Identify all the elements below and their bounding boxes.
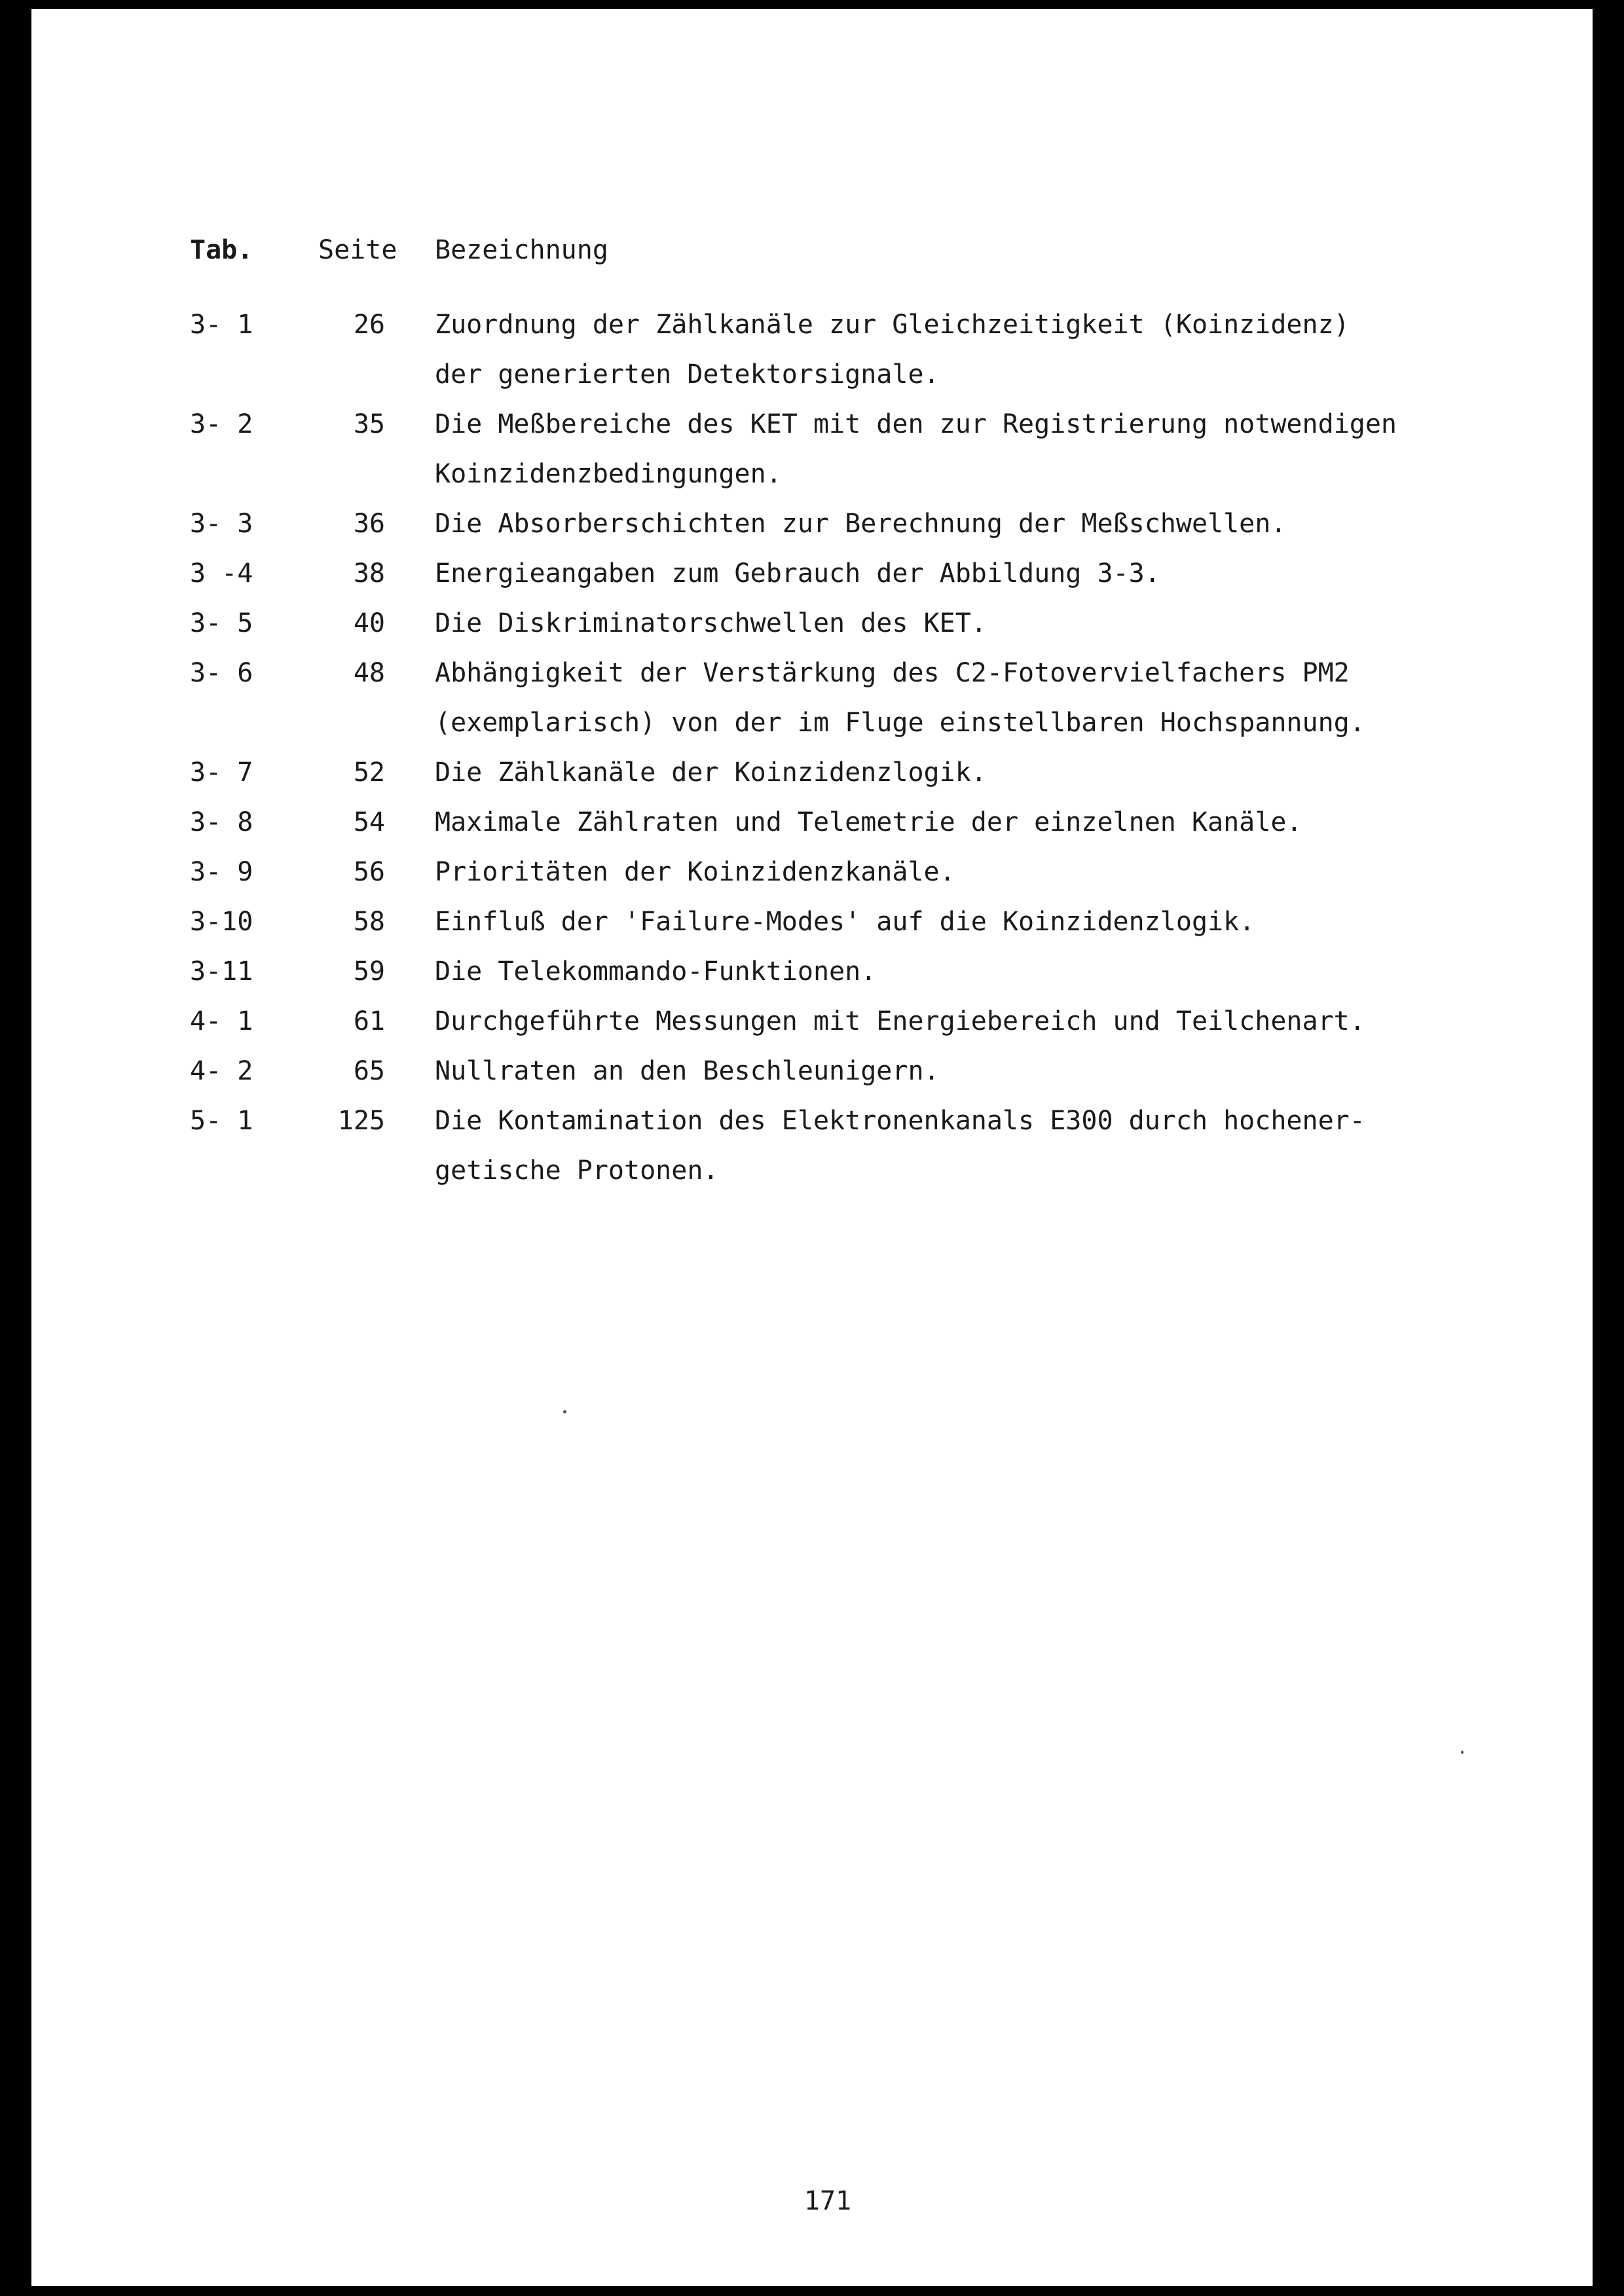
entry-page-number: 40	[353, 608, 385, 638]
entry-tab-number: 3- 8	[190, 807, 253, 837]
entry-description: Die Telekommando-Funktionen.	[435, 957, 877, 987]
entry-description: Energieangaben zum Gebrauch der Abbildung 3-3.	[435, 558, 1160, 589]
entry-description: Zuordnung der Zählkanäle zur Gleichzeitigkeit (Koinzidenz)	[435, 310, 1350, 340]
entry-description: Die Zählkanäle der Koinzidenzlogik.	[435, 757, 987, 788]
entry-description: Die Diskriminatorschwellen des KET.	[435, 608, 987, 638]
entry-page-number: 61	[353, 1006, 385, 1036]
entry-description: Durchgeführte Messungen mit Energiebereich und Teilchenart.	[435, 1006, 1365, 1036]
header-seite: Seite	[318, 235, 397, 265]
header-tab: Tab.	[190, 235, 253, 265]
entry-page-number: 56	[353, 857, 385, 887]
entry-description: Maximale Zählraten und Telemetrie der einzelnen Kanäle.	[435, 807, 1302, 837]
entry-page-number: 38	[353, 558, 385, 589]
entry-description: Die Absorberschichten zur Berechnung der Meßschwellen.	[435, 509, 1287, 539]
entry-description: Prioritäten der Koinzidenzkanäle.	[435, 857, 955, 887]
entry-description: (exemplarisch) von der im Fluge einstellbaren Hochspannung.	[435, 708, 1365, 738]
entry-page-number: 125	[337, 1106, 385, 1136]
entry-page-number: 35	[353, 409, 385, 439]
entry-page-number: 59	[353, 957, 385, 987]
entry-tab-number: 5- 1	[190, 1106, 253, 1136]
document-page	[31, 9, 1593, 2286]
entry-page-number: 36	[353, 509, 385, 539]
entry-tab-number: 3- 5	[190, 608, 253, 638]
entry-description: Die Kontamination des Elektronenkanals E300 durch hochener-	[435, 1106, 1365, 1136]
entry-page-number: 26	[353, 310, 385, 340]
entry-description: Abhängigkeit der Verstärkung des C2-Fotovervielfachers PM2	[435, 658, 1350, 688]
entry-tab-number: 3- 3	[190, 509, 253, 539]
entry-tab-number: 4- 2	[190, 1056, 253, 1086]
entry-tab-number: 3- 7	[190, 757, 253, 788]
entry-tab-number: 3-10	[190, 907, 253, 937]
scan-speck	[1461, 1751, 1464, 1754]
entry-tab-number: 3 -4	[190, 558, 253, 589]
entry-description: Nullraten an den Beschleunigern.	[435, 1056, 940, 1086]
entry-page-number: 65	[353, 1056, 385, 1086]
entry-tab-number: 3- 1	[190, 310, 253, 340]
entry-tab-number: 3- 9	[190, 857, 253, 887]
entry-description: der generierten Detektorsignale.	[435, 359, 940, 390]
entry-tab-number: 3- 2	[190, 409, 253, 439]
page-number-text: 171	[803, 2186, 852, 2216]
header-bezeichnung: Bezeichnung	[435, 235, 608, 265]
entry-tab-number: 4- 1	[190, 1006, 253, 1036]
entry-tab-number: 3- 6	[190, 658, 253, 688]
entry-description: Koinzidenzbedingungen.	[435, 459, 782, 489]
entry-page-number: 52	[353, 757, 385, 788]
entry-description: Einfluß der 'Failure-Modes' auf die Koinzidenzlogik.	[435, 907, 1255, 937]
entry-description: getische Protonen.	[435, 1156, 719, 1186]
entry-description: Die Meßbereiche des KET mit den zur Registrierung notwendigen	[435, 409, 1397, 439]
page-number	[31, 2186, 1593, 2216]
entry-tab-number: 3-11	[190, 957, 253, 987]
entry-page-number: 54	[353, 807, 385, 837]
entry-page-number: 48	[353, 658, 385, 688]
scan-speck	[563, 1410, 566, 1413]
entry-page-number: 58	[353, 907, 385, 937]
